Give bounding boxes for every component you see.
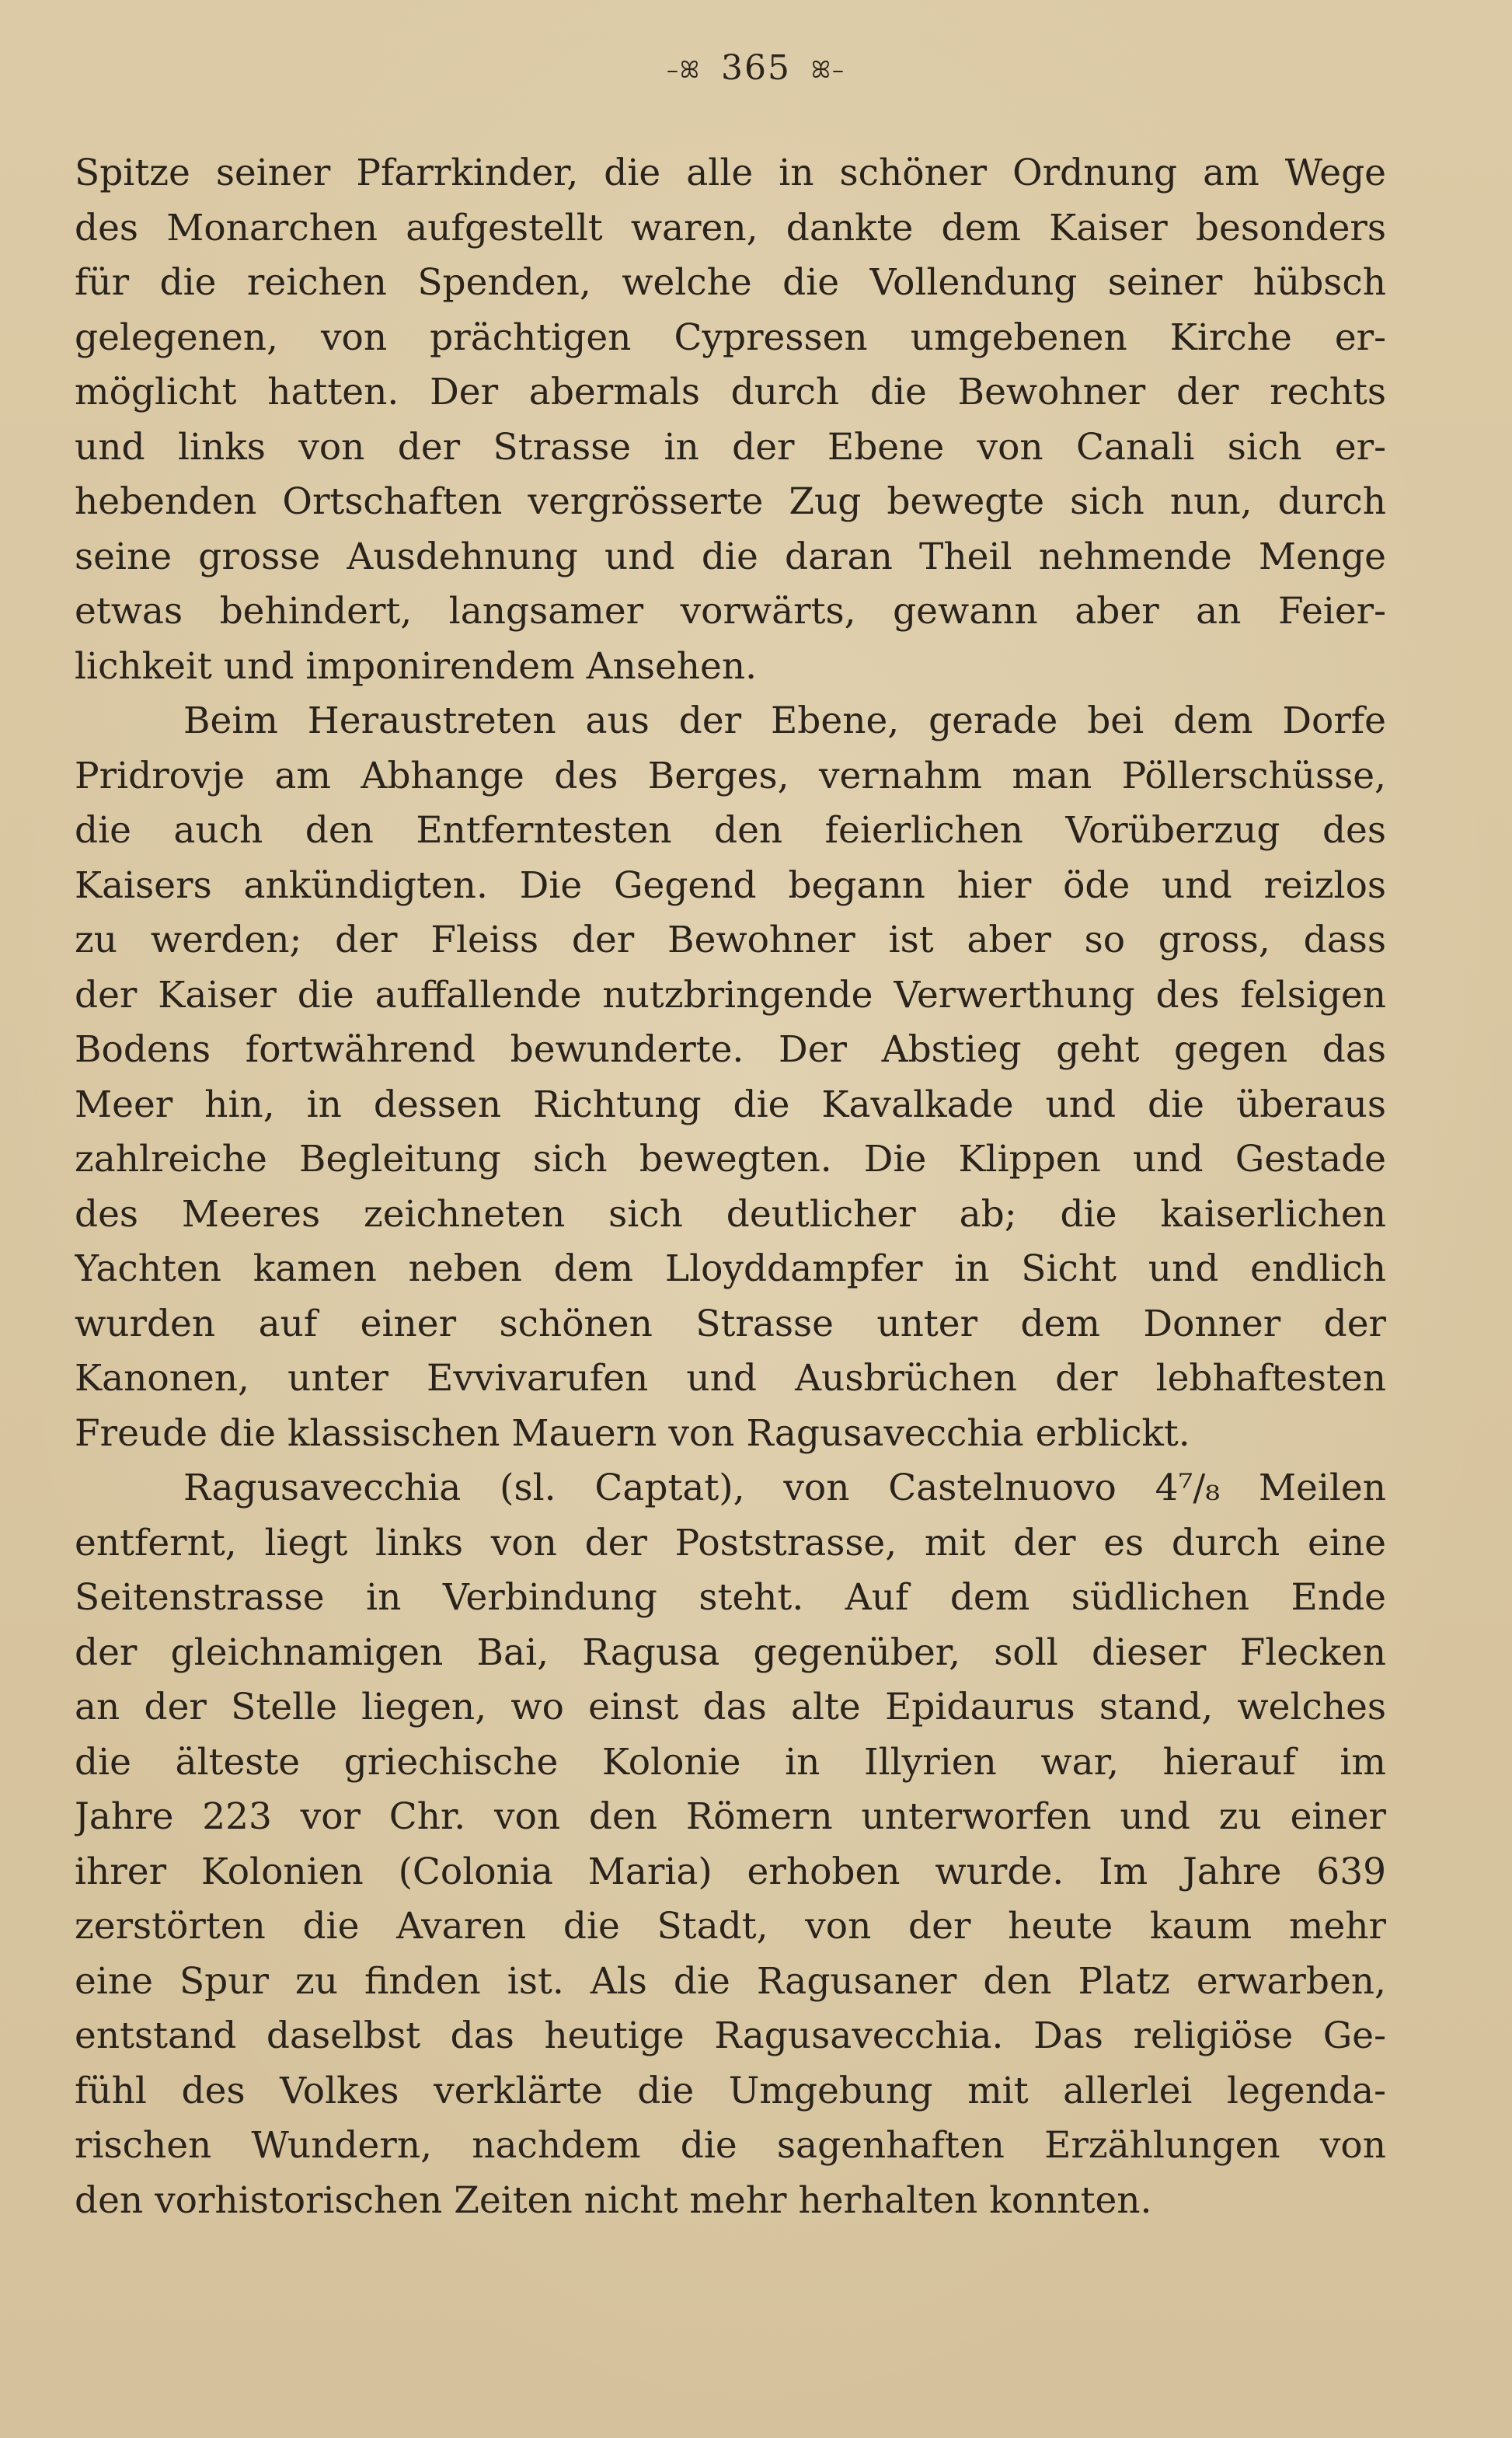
text-line: entstand daselbst das heutige Ragusavecchia. Das religiöse Ge- — [75, 2014, 1386, 2057]
text-line: zerstörten die Avaren die Stadt, von der heute kaum mehr — [75, 1905, 1386, 1948]
text-line: etwas behindert, langsamer vorwärts, gewann aber an Feier- — [75, 590, 1386, 633]
text-line: Jahre 223 vor Chr. von den Römern unterworfen und zu einer — [75, 1795, 1386, 1838]
text-line: zahlreiche Begleitung sich bewegten. Die Klippen und Gestade — [75, 1138, 1386, 1181]
page-number: 365 — [721, 48, 791, 88]
text-line: und links von der Strasse in der Ebene von Canali sich er- — [75, 425, 1386, 469]
text-line: der Kaiser die auffallende nutzbringende Verwerthung des felsigen — [75, 973, 1386, 1017]
text-line: Seitenstrasse in Verbindung steht. Auf dem südlichen Ende — [75, 1576, 1386, 1619]
text-line: eine Spur zu finden ist. Als die Ragusaner den Platz erwarben, — [75, 1959, 1386, 2003]
text-line: lichkeit und imponirendem Ansehen. — [75, 644, 758, 688]
ornament-left-icon: –ꕤ — [667, 57, 701, 84]
text-line: gelegenen, von prächtigen Cypressen umgebenen Kirche er- — [75, 316, 1386, 359]
text-line: Spitze seiner Pfarrkinder, die alle in schöner Ordnung am Wege — [75, 152, 1386, 194]
text-line: Ragusavecchia (sl. Captat), von Castelnuovo 4⁷/₈ Meilen — [183, 1467, 1386, 1509]
text-line: der gleichnamigen Bai, Ragusa gegenüber, soll dieser Flecken — [75, 1631, 1386, 1674]
text-line: zu werden; der Fleiss der Bewohner ist aber so gross, dass — [75, 919, 1386, 961]
text-line: für die reichen Spenden, welche die Vollendung seiner hübsch — [75, 261, 1386, 304]
text-line: entfernt, liegt links von der Poststrasse, mit der es durch eine — [75, 1521, 1386, 1564]
text-line: rischen Wundern, nachdem die sagenhaften Erzählungen von — [75, 2124, 1386, 2167]
paragraph — [75, 146, 1386, 694]
text-line: Beim Heraustreten aus der Ebene, gerade bei dem Dorfe — [183, 699, 1386, 742]
text-line: wurden auf einer schönen Strasse unter dem Donner der — [75, 1302, 1386, 1345]
paragraph — [75, 694, 1386, 1461]
text-line: des Monarchen aufgestellt waren, dankte dem Kaiser besonders — [75, 206, 1386, 249]
text-line: Freude die klassischen Mauern von Ragusavecchia erblickt. — [75, 1411, 1190, 1455]
text-line: die auch den Entferntesten den feierlichen Vorüberzug des — [75, 809, 1386, 852]
text-line: ihrer Kolonien (Colonia Maria) erhoben wurde. Im Jahre 639 — [75, 1850, 1386, 1893]
text-line: den vorhistorischen Zeiten nicht mehr herhalten konnten. — [75, 2178, 1152, 2222]
text-line: des Meeres zeichneten sich deutlicher ab; die kaiserlichen — [75, 1192, 1386, 1236]
text-line: Bodens fortwährend bewunderte. Der Abstieg geht gegen das — [75, 1028, 1386, 1071]
text-line: Pridrovje am Abhange des Berges, vernahm man Pöllerschüsse, — [75, 754, 1386, 797]
text-line: seine grosse Ausdehnung und die daran Theil nehmende Menge — [75, 535, 1386, 578]
ornament-right-icon: ꕤ– — [810, 57, 845, 84]
text-line: hebenden Ortschaften vergrösserte Zug bewegte sich nun, durch — [75, 480, 1386, 523]
text-line: an der Stelle liegen, wo einst das alte Epidaurus stand, welches — [75, 1686, 1386, 1728]
body-text — [75, 146, 1386, 2228]
text-line: möglicht hatten. Der abermals durch die Bewohner der rechts — [75, 371, 1386, 413]
text-line: Kanonen, unter Evvivarufen und Ausbrüchen der lebhaftesten — [75, 1357, 1386, 1400]
text-line: Kaisers ankündigten. Die Gegend begann hier öde und reizlos — [75, 863, 1386, 907]
page-header — [0, 48, 1512, 88]
text-line: fühl des Volkes verklärte die Umgebung mit allerlei legenda- — [75, 2069, 1386, 2112]
paragraph — [75, 1461, 1386, 2228]
text-line: die älteste griechische Kolonie in Illyrien war, hierauf im — [75, 1740, 1386, 1784]
text-line: Yachten kamen neben dem Lloyddampfer in Sicht und endlich — [75, 1247, 1386, 1290]
text-line: Meer hin, in dessen Richtung die Kavalkade und die überaus — [75, 1083, 1386, 1126]
